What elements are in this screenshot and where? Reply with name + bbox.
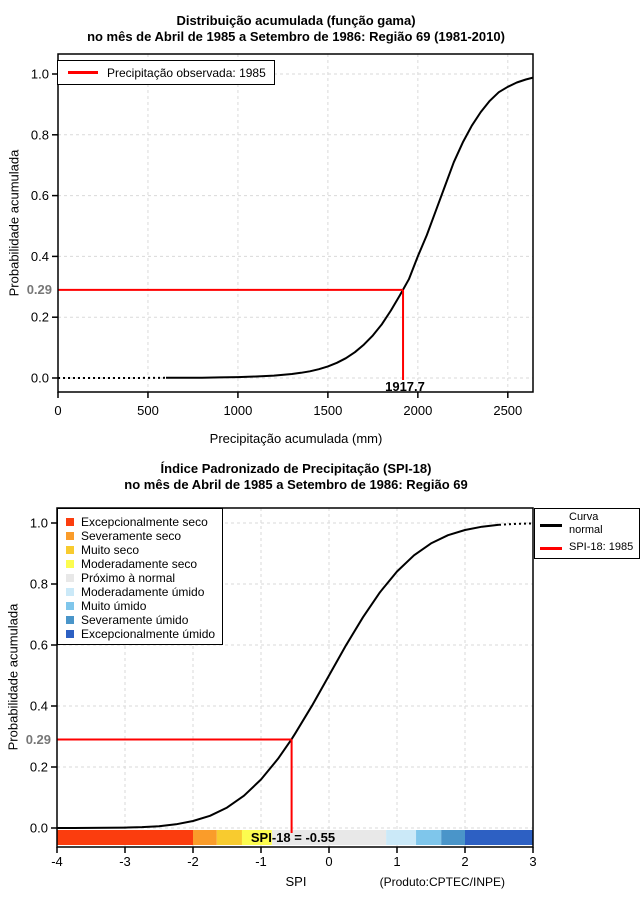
y-tick-label: 0.4 xyxy=(30,248,49,264)
colorbar-segment xyxy=(465,830,533,845)
y-tick-label: 1.0 xyxy=(29,515,48,531)
x-tick-label: -2 xyxy=(187,854,199,869)
y-tick-label: 0.0 xyxy=(30,370,49,386)
black-line-swatch xyxy=(540,524,562,527)
category-label: Severamente seco xyxy=(81,529,182,543)
top-prob-annotation: 0.29 xyxy=(26,282,52,297)
x-tick-label: 1000 xyxy=(223,403,253,418)
legend-item xyxy=(66,585,222,599)
category-label: Muito úmido xyxy=(81,599,147,613)
x-tick-label: -1 xyxy=(255,854,267,869)
x-tick-label: -4 xyxy=(51,854,63,869)
category-label: Excepcionalmente seco xyxy=(81,515,208,529)
y-tick-label: 0.8 xyxy=(29,576,48,592)
legend-item xyxy=(66,627,222,641)
x-tick-label: 2 xyxy=(461,854,469,869)
bottom-lines-legend xyxy=(534,508,640,559)
category-label: Severamente úmido xyxy=(81,613,189,627)
x-tick-label: 1 xyxy=(393,854,401,869)
category-swatch xyxy=(66,616,74,624)
category-label: Muito seco xyxy=(81,543,140,557)
x-tick-label: 0 xyxy=(325,854,333,869)
x-tick-label: 2500 xyxy=(493,403,523,418)
legend-item xyxy=(66,543,222,557)
x-tick-label: 500 xyxy=(137,403,159,418)
normal-curve-legend-label-1: Curva xyxy=(569,511,599,523)
spi-category-legend xyxy=(57,508,223,645)
bottom-y-axis-title: Probabilidade acumulada xyxy=(5,603,21,751)
colorbar-segment xyxy=(193,830,217,845)
legend-item xyxy=(66,571,222,585)
top-chart-subtitle: no mês de Abril de 1985 a Setembro de 1986: Região 69 (1981-2010) xyxy=(87,29,505,44)
colorbar-segment xyxy=(386,830,416,845)
y-tick-label: 0.0 xyxy=(29,820,48,836)
bottom-prob-annotation: 0.29 xyxy=(25,732,51,747)
top-x-annotation: 1917.7 xyxy=(385,379,425,394)
spi-1985-legend-label: SPI-18: 1985 xyxy=(569,541,634,553)
category-swatch xyxy=(66,574,74,582)
top-x-axis-title: Precipitação acumulada (mm) xyxy=(209,431,383,446)
red-line-swatch xyxy=(68,71,98,74)
legend-item xyxy=(66,529,222,543)
category-swatch xyxy=(66,602,74,610)
legend-item xyxy=(66,515,222,529)
x-tick-label: 2000 xyxy=(403,403,433,418)
y-tick-label: 0.2 xyxy=(30,309,49,325)
y-tick-label: 0.8 xyxy=(30,127,49,143)
category-label: Excepcionalmente úmido xyxy=(81,627,216,641)
category-swatch xyxy=(66,588,74,596)
category-label: Moderadamente seco xyxy=(81,557,198,571)
legend-item xyxy=(66,613,222,627)
product-credit: (Produto:CPTEC/INPE) xyxy=(379,875,505,889)
top-y-axis-title: Probabilidade acumulada xyxy=(6,149,22,297)
category-swatch xyxy=(66,532,74,540)
cdf-curve xyxy=(166,78,533,378)
category-swatch xyxy=(66,630,74,638)
top-chart-legend xyxy=(57,60,275,85)
y-tick-label: 0.6 xyxy=(29,637,48,653)
top-legend-label: Precipitação observada: 1985 xyxy=(107,65,266,80)
colorbar-segment xyxy=(416,830,441,845)
y-tick-label: 0.4 xyxy=(29,698,48,714)
bottom-chart-title: Índice Padronizado de Precipitação (SPI-18) xyxy=(160,461,432,476)
x-tick-label: 3 xyxy=(529,854,537,869)
category-label: Moderadamente úmido xyxy=(81,585,205,599)
legend-item xyxy=(66,599,222,613)
colorbar-segment xyxy=(441,830,465,845)
plot-box xyxy=(58,54,533,392)
bottom-x-axis-title: SPI xyxy=(285,874,307,889)
x-tick-label: 0 xyxy=(54,403,62,418)
category-swatch xyxy=(66,546,74,554)
red-line-swatch xyxy=(540,547,562,550)
y-tick-label: 0.6 xyxy=(30,188,49,204)
legend-item xyxy=(66,557,222,571)
normal-curve-legend-label-2: normal xyxy=(569,524,603,536)
x-tick-label: 1500 xyxy=(313,403,343,418)
colorbar-segment xyxy=(57,830,193,845)
y-tick-label: 0.2 xyxy=(29,759,48,775)
cdf-curve-dotted xyxy=(499,523,533,524)
spi-value-annotation: SPI-18 = -0.55 xyxy=(250,830,336,845)
category-swatch xyxy=(66,518,74,526)
bottom-chart-subtitle: no mês de Abril de 1985 a Setembro de 1986: Região 69 xyxy=(124,477,468,492)
y-tick-label: 1.0 xyxy=(30,66,49,82)
x-tick-label: -3 xyxy=(119,854,131,869)
top-chart-title: Distribuição acumulada (função gama) xyxy=(176,13,416,28)
category-label: Próximo à normal xyxy=(81,571,176,585)
category-swatch xyxy=(66,560,74,568)
